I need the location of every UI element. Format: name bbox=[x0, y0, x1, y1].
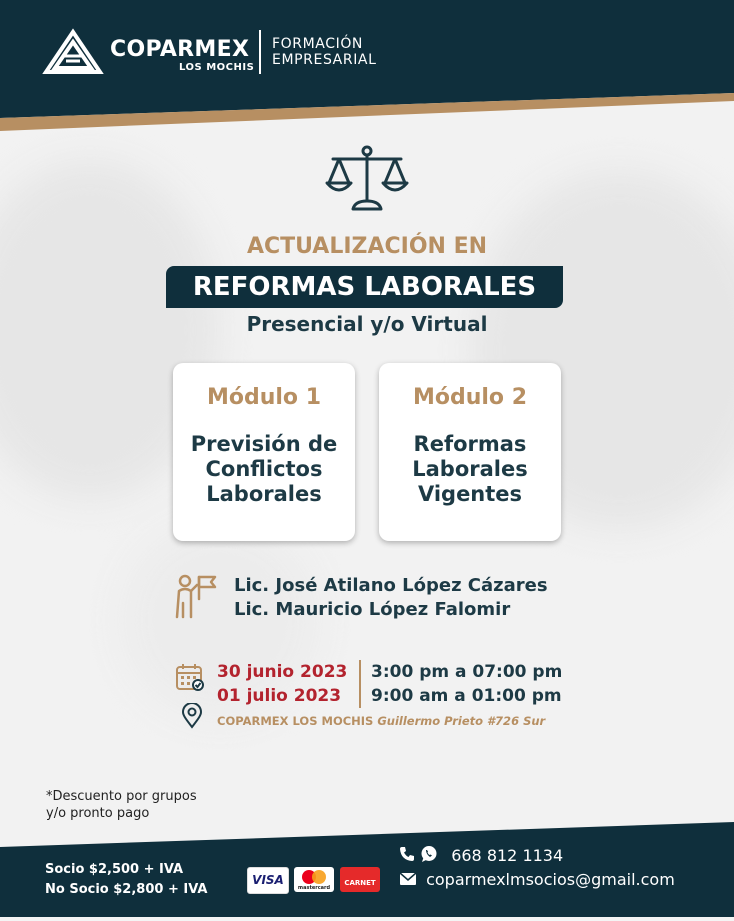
visa-icon bbox=[247, 867, 289, 894]
scales-of-justice-icon bbox=[323, 145, 411, 213]
division-line-2: EMPRESARIAL bbox=[272, 52, 377, 68]
division-name bbox=[272, 36, 377, 68]
header-divider bbox=[259, 30, 261, 74]
brand-name: COPARMEX bbox=[110, 37, 250, 62]
discount-note: *Descuento por grupos y/o pronto pago bbox=[46, 789, 197, 821]
module-title: Módulo 1 bbox=[206, 385, 322, 410]
instructor-2: Lic. Mauricio López Falomir bbox=[234, 599, 511, 620]
module-description: Reformas Laborales Vigentes bbox=[412, 432, 528, 506]
mastercard-label: mastercard bbox=[297, 885, 331, 891]
carnet-label: CARNET bbox=[344, 879, 376, 887]
venue-address: Guillermo Prieto #726 Sur bbox=[377, 714, 546, 728]
date-2: 01 julio 2023 bbox=[217, 686, 342, 706]
location-pin-icon bbox=[181, 703, 203, 729]
mail-icon bbox=[399, 871, 417, 890]
module-description: Previsión de Conflictos Laborales bbox=[190, 432, 338, 506]
division-line-1: FORMACIÓN bbox=[272, 36, 364, 52]
time-1: 3:00 pm a 07:00 pm bbox=[371, 662, 563, 682]
brand-location: LOS MOCHIS bbox=[179, 62, 255, 73]
event-pre-title: ACTUALIZACIÓN EN bbox=[246, 234, 488, 259]
date-1: 30 junio 2023 bbox=[217, 662, 348, 682]
coparmex-logo bbox=[42, 28, 104, 76]
footer-banner bbox=[0, 800, 734, 917]
price-non-member: No Socio $2,800 + IVA bbox=[45, 882, 208, 897]
module-title: Módulo 2 bbox=[412, 385, 528, 410]
module-card-1 bbox=[173, 363, 355, 541]
instructor-icon bbox=[173, 573, 219, 619]
carnet-icon bbox=[340, 867, 380, 892]
contact-email[interactable] bbox=[399, 870, 675, 890]
whatsapp-icon bbox=[420, 845, 438, 867]
event-title: REFORMAS LABORALES bbox=[166, 266, 563, 308]
venue-name: COPARMEX LOS MOCHIS bbox=[217, 714, 374, 728]
mastercard-icon bbox=[294, 867, 334, 892]
instructor-1: Lic. José Atilano López Cázares bbox=[234, 575, 548, 596]
time-2: 9:00 am a 01:00 pm bbox=[371, 686, 562, 706]
phone-number: 668 812 1134 bbox=[451, 845, 564, 865]
event-mode: Presencial y/o Virtual bbox=[246, 312, 488, 336]
email-address: coparmexlmsocios@gmail.com bbox=[426, 870, 675, 889]
event-location bbox=[217, 714, 545, 728]
schedule-separator bbox=[359, 660, 361, 708]
price-member: Socio $2,500 + IVA bbox=[45, 862, 184, 877]
phone-icon bbox=[399, 846, 415, 866]
calendar-icon bbox=[175, 662, 205, 692]
module-card-2 bbox=[379, 363, 561, 541]
contact-phone[interactable] bbox=[399, 845, 563, 867]
visa-label: VISA bbox=[252, 873, 284, 887]
